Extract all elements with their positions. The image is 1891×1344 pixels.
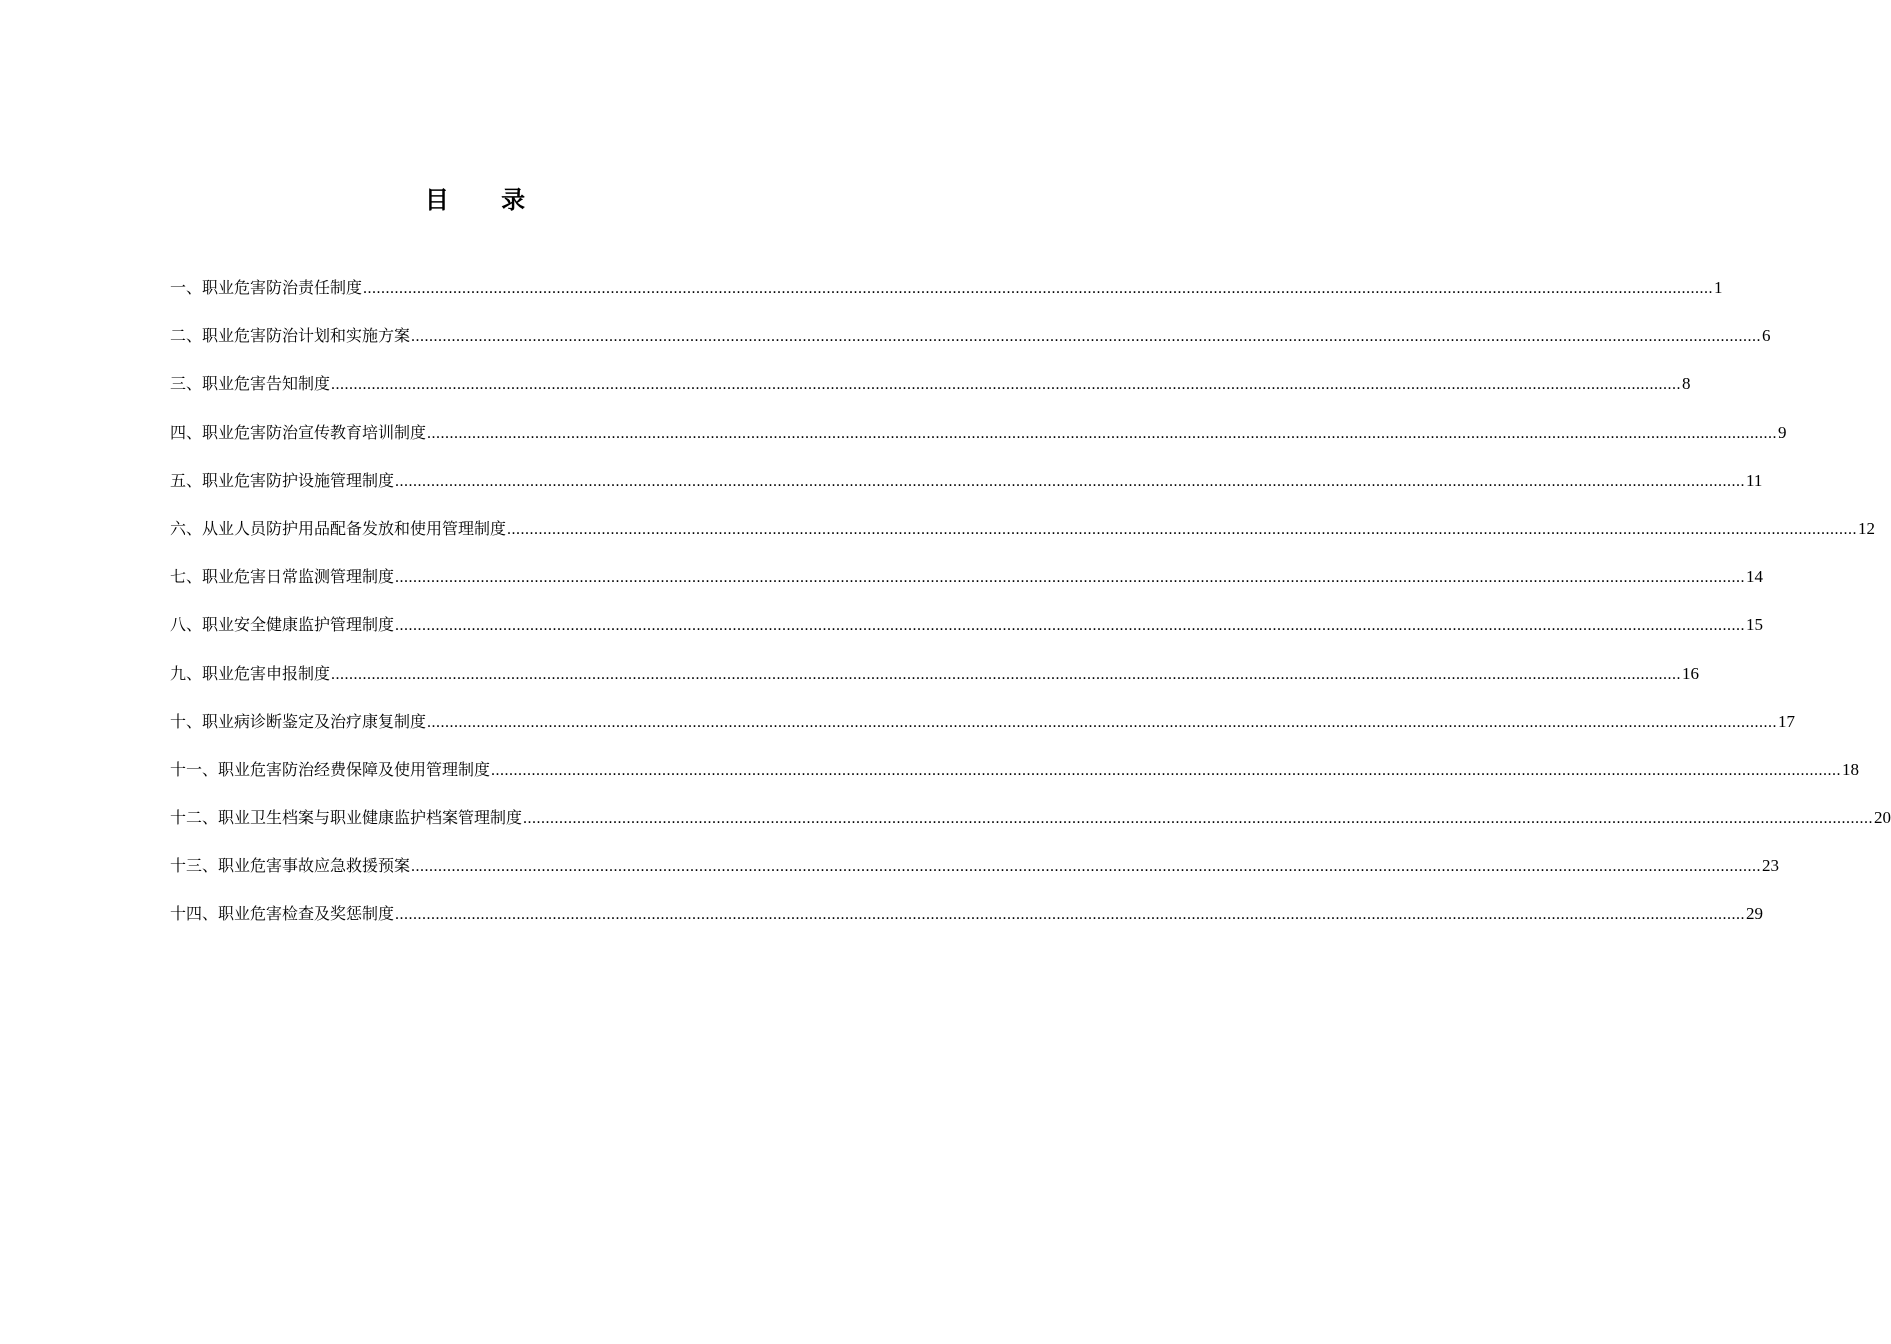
toc-entry[interactable] [170, 465, 1763, 513]
toc-entry-label: 八、职业安全健康监护管理制度 [170, 615, 395, 635]
table-of-contents [170, 272, 1891, 947]
toc-entry-label: 四、职业危害防治宣传教育培训制度 [170, 422, 427, 442]
toc-dot-leader: ............................................................................................................................................................................................................................................................................................................ [411, 328, 1762, 346]
toc-dot-leader: ............................................................................................................................................................................................................................................................................................................ [427, 424, 1778, 442]
toc-entry[interactable] [170, 368, 1691, 416]
toc-entry-page: 29 [1746, 904, 1764, 924]
toc-entry[interactable] [170, 320, 1771, 368]
toc-entry-page: 17 [1778, 711, 1796, 731]
toc-entry-label: 十、职业病诊断鉴定及治疗康复制度 [170, 711, 427, 731]
toc-entry-label: 六、从业人员防护用品配备发放和使用管理制度 [170, 518, 507, 538]
toc-entry[interactable] [170, 706, 1796, 754]
toc-dot-leader: ............................................................................................................................................................................................................................................................................................................ [395, 472, 1746, 490]
toc-entry-label: 三、职业危害告知制度 [170, 374, 331, 394]
toc-entry-label: 十一、职业危害防治经费保障及使用管理制度 [170, 759, 491, 779]
toc-entry-page: 15 [1746, 615, 1764, 635]
toc-entry[interactable] [170, 850, 1780, 898]
toc-entry[interactable] [170, 802, 1891, 850]
toc-dot-leader: ............................................................................................................................................................................................................................................................................................................ [395, 617, 1746, 635]
toc-entry[interactable] [170, 272, 1723, 320]
toc-entry-label: 一、职业危害防治责任制度 [170, 278, 363, 297]
toc-entry-label: 十二、职业卫生档案与职业健康监护档案管理制度 [170, 808, 523, 828]
toc-dot-leader: ............................................................................................................................................................................................................................................................................................................ [507, 520, 1858, 538]
toc-entry-label: 九、职业危害申报制度 [170, 663, 331, 683]
toc-dot-leader: ............................................................................................................................................................................................................................................................................................................ [331, 665, 1682, 683]
toc-dot-leader: ............................................................................................................................................................................................................................................................................................................ [395, 569, 1746, 587]
toc-entry-label: 七、职业危害日常监测管理制度 [170, 567, 395, 587]
toc-dot-leader: ............................................................................................................................................................................................................................................................................................................ [363, 280, 1714, 297]
toc-entry-page: 16 [1682, 663, 1700, 683]
toc-entry-label: 十三、职业危害事故应急救援预案 [170, 856, 411, 876]
toc-dot-leader: ............................................................................................................................................................................................................................................................................................................ [427, 713, 1778, 731]
toc-title: 目 录 [424, 186, 548, 214]
toc-entry[interactable] [170, 898, 1764, 946]
toc-entry-page: 20 [1874, 808, 1891, 828]
toc-entry-page: 11 [1746, 470, 1763, 490]
toc-entry[interactable] [170, 658, 1700, 706]
toc-entry[interactable] [170, 513, 1876, 561]
toc-entry-label: 二、职业危害防治计划和实施方案 [170, 326, 411, 346]
toc-entry-label: 十四、职业危害检查及奖惩制度 [170, 904, 395, 924]
toc-dot-leader: ............................................................................................................................................................................................................................................................................................................ [491, 761, 1842, 779]
toc-entry-page: 1 [1714, 278, 1723, 297]
toc-entry-page: 6 [1762, 326, 1771, 346]
toc-dot-leader: ............................................................................................................................................................................................................................................................................................................ [411, 858, 1762, 876]
toc-entry-page: 12 [1858, 518, 1876, 538]
toc-entry-page: 23 [1762, 856, 1780, 876]
toc-entry-page: 18 [1842, 759, 1860, 779]
toc-entry-page: 14 [1746, 567, 1764, 587]
toc-dot-leader: ............................................................................................................................................................................................................................................................................................................ [523, 810, 1874, 828]
toc-dot-leader: ............................................................................................................................................................................................................................................................................................................ [331, 376, 1682, 394]
toc-entry[interactable] [170, 561, 1764, 609]
toc-entry[interactable] [170, 609, 1764, 657]
toc-entry-page: 9 [1778, 422, 1787, 442]
toc-dot-leader: ............................................................................................................................................................................................................................................................................................................ [395, 906, 1746, 924]
toc-entry[interactable] [170, 754, 1860, 802]
toc-entry-page: 8 [1682, 374, 1691, 394]
toc-entry[interactable] [170, 417, 1787, 465]
toc-entry-label: 五、职业危害防护设施管理制度 [170, 470, 395, 490]
